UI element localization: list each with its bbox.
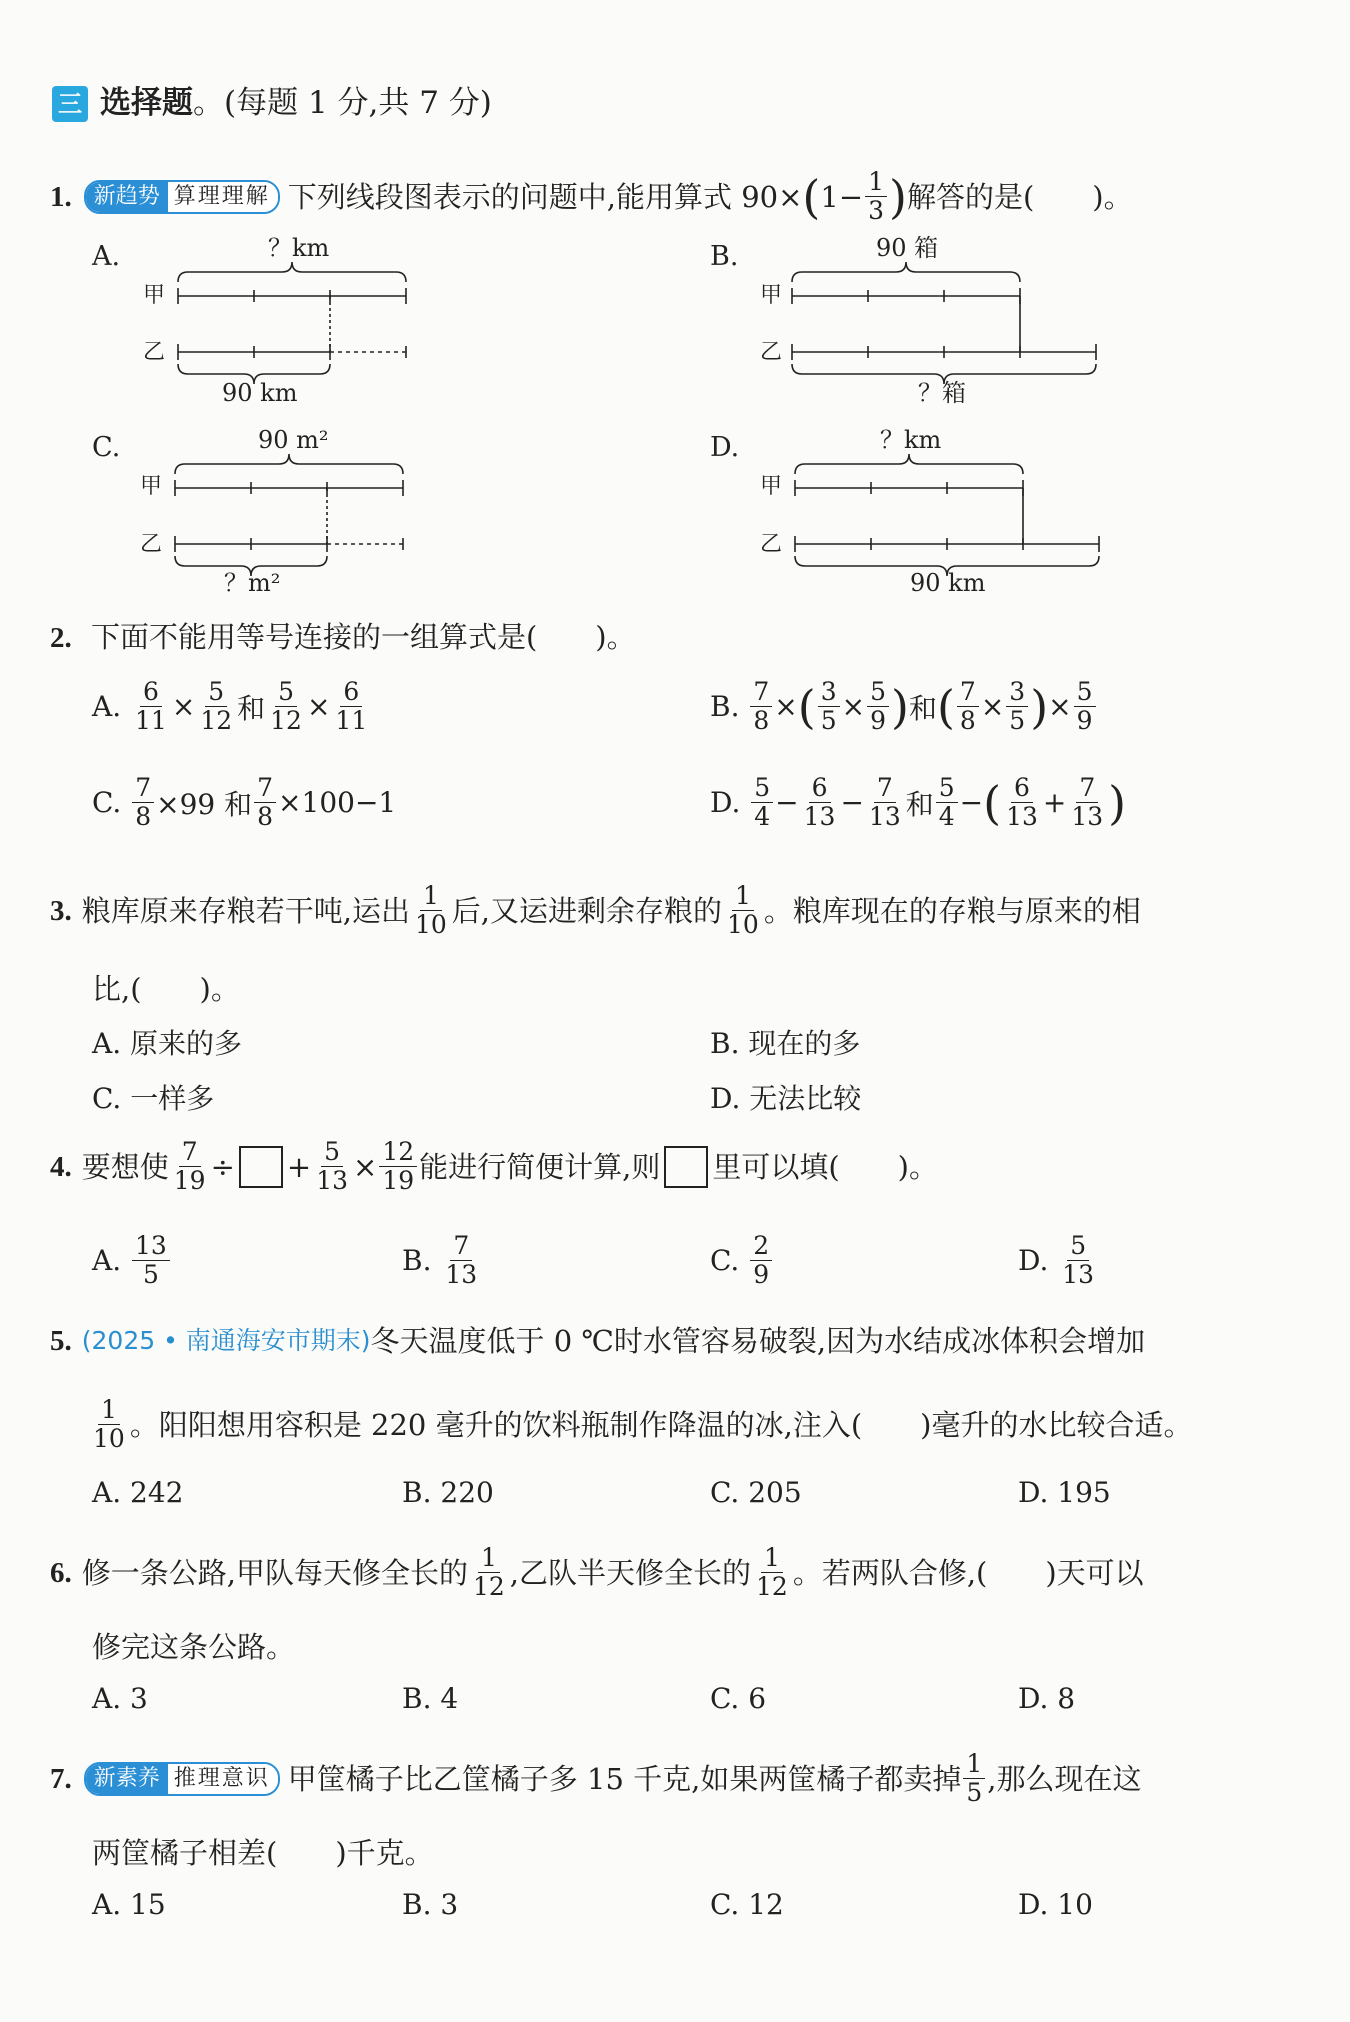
paren-open: ( (802, 169, 821, 224)
fraction: $\frac{12}{19}$ (379, 1138, 417, 1195)
option-label: C. (92, 786, 122, 819)
fraction: $\frac{1}{10}$ (93, 1395, 125, 1453)
badge-sub: 算理理解 (168, 182, 278, 212)
badge-sub: 推理意识 (168, 1764, 278, 1794)
badge-main: 新素养 (86, 1764, 168, 1794)
fraction: $\frac{5}{4}$ (751, 774, 773, 831)
option-c: C. 205 (710, 1476, 802, 1509)
option-b: B. $\frac{7}{13}$ (402, 1231, 478, 1289)
option-label: B. (710, 690, 740, 723)
source-tag: (2025 • 南通海安市期末) (81, 1326, 371, 1355)
question-6 (50, 1544, 1144, 1601)
blank-box (664, 1146, 708, 1188)
option-label: A. (92, 690, 122, 723)
numerator: 1 (865, 168, 887, 197)
option-label: D. (710, 786, 741, 819)
question-text-end: 。粮库现在的存粮与原来的相 (763, 893, 1141, 928)
question-text-mid: 后,又运进剩余存粮的 (451, 893, 723, 928)
fraction: $\frac{3}{5}$ (818, 678, 840, 735)
option-a: A. 原来的多 (92, 1027, 243, 1060)
option-d: D. 10 (1018, 1888, 1093, 1921)
question-7-line2: 两筐橘子相差( )千克。 (92, 1836, 434, 1870)
diagram-a-top: ？km (268, 234, 330, 262)
question-text: 修一条公路,甲队每天修全长的 (81, 1555, 468, 1590)
diagram-b-row2: 乙 (760, 340, 783, 365)
blank-box (239, 1146, 283, 1188)
diagram-a-label: A. (92, 241, 121, 272)
question-4: 4. 要想使 $\frac{7}{19}$ ÷ + $\frac{5}{13}$ × $\frac{12}{19}$ 能进行简便计算,则 里可以填( )。 (50, 1137, 938, 1195)
fraction (865, 168, 887, 225)
option-d: D. 无法比较 (710, 1082, 862, 1115)
fraction: $\frac{1}{12}$ (472, 1543, 505, 1601)
option-b: B. 4 (402, 1682, 459, 1715)
diagram-c-top: 90 m² (258, 426, 329, 454)
section-note: 。(每题 1 分,共 7 分) (193, 85, 492, 121)
diagram-d-lines (795, 454, 1099, 576)
option-a: A. $\frac{6}{11}$ × $\frac{5}{12}$ 和 $\frac{5}{12}$ × $\frac{6}{11}$ (92, 678, 372, 735)
question-text-mid: ,乙队半天修全长的 (509, 1555, 752, 1590)
option-b: B. 220 (402, 1476, 494, 1509)
diagram-d-top: ？km (880, 426, 942, 454)
question-6-line2: 修完这条公路。 (92, 1630, 296, 1664)
fraction: $\frac{1}{5}$ (963, 1750, 985, 1807)
question-number: 5. (50, 1325, 72, 1357)
diagram-a-row2: 乙 (143, 340, 166, 365)
option-c: C. 12 (710, 1888, 784, 1921)
denominator: 3 (868, 196, 885, 225)
question-number: 6. (50, 1556, 72, 1589)
diagram-c-row2: 乙 (140, 532, 163, 557)
question-text-end: 里可以填( )。 (712, 1149, 938, 1184)
fraction: $\frac{6}{11}$ (135, 677, 167, 735)
question-text-end: ,那么现在这 (987, 1761, 1142, 1796)
question-text: 冬天温度低于 0 ℃时水管容易破裂,因为水结成冰体积会增加 (370, 1324, 1146, 1358)
question-number: 3. (50, 894, 72, 927)
question-5-line2 (88, 1396, 1192, 1453)
fraction: $\frac{7}{8}$ (750, 678, 772, 735)
option-d: D. 8 (1018, 1682, 1076, 1715)
diagram-b-top: 90 箱 (876, 234, 939, 262)
option-c: C. $\frac{7}{8}$ ×99 和 $\frac{7}{8}$ ×100−1 (92, 773, 397, 831)
diagram-a-bottom: 90 km (222, 379, 298, 407)
question-number: 1. (50, 180, 72, 213)
fraction: $\frac{3}{5}$ (1006, 678, 1028, 735)
diagram-d-bottom: 90 km (910, 569, 986, 597)
question-text: 甲筐橘子比乙筐橘子多 15 千克,如果两筐橘子都卖掉 (287, 1761, 962, 1796)
question-7 (50, 1750, 1141, 1807)
fraction: $\frac{7}{8}$ (132, 774, 154, 831)
fraction: $\frac{7}{13}$ (1071, 773, 1104, 831)
diagram-b-lines (792, 262, 1096, 384)
fraction: $\frac{5}{12}$ (270, 677, 302, 735)
diagram-c-bottom: ？m² (224, 569, 281, 597)
question-3 (50, 882, 1141, 939)
option-a: A. 15 (92, 1888, 166, 1921)
tag-badge (84, 180, 280, 214)
option-c: C. 6 (710, 1682, 767, 1715)
question-text: 粮库原来存粮若干吨,运出 (81, 893, 410, 928)
fraction: $\frac{6}{11}$ (335, 677, 368, 735)
question-2 (50, 618, 636, 657)
fraction: $\frac{5}{9}$ (1074, 678, 1096, 735)
question-3-line2: 比,( )。 (92, 972, 240, 1006)
fraction: $\frac{6}{13}$ (1006, 773, 1038, 831)
option-d: D. $\frac{5}{13}$ (1018, 1231, 1095, 1289)
diagram-c-lines (175, 454, 403, 576)
diagram-c-label: C. (92, 432, 121, 463)
option-a: A. 3 (92, 1682, 148, 1715)
fraction: $\frac{7}{8}$ (957, 678, 979, 735)
paren-close: ) (889, 169, 907, 224)
line-segment-diagrams (0, 230, 1350, 600)
diagram-d-row2: 乙 (760, 532, 783, 557)
fraction: $\frac{6}{13}$ (803, 773, 836, 831)
option-c: C. 一样多 (92, 1082, 215, 1115)
question-text-end: 解答的是( )。 (906, 179, 1133, 214)
question-text: 下列线段图表示的问题中,能用算式 90× (287, 179, 803, 214)
option-d: D. 195 (1018, 1476, 1111, 1509)
fraction: $\frac{5}{4}$ (936, 774, 958, 831)
option-a: A. $\frac{13}{5}$ (92, 1232, 172, 1289)
section-header (100, 84, 492, 122)
question-text: 要想使 (81, 1149, 169, 1184)
question-1 (50, 168, 1133, 225)
option-b: B. 现在的多 (710, 1027, 861, 1060)
question-number: 2. (50, 622, 72, 654)
fraction: $\frac{1}{12}$ (756, 1543, 788, 1601)
question-text: 下面不能用等号连接的一组算式是( )。 (90, 620, 636, 654)
diagram-b-label: B. (710, 241, 739, 272)
diagram-d-label: D. (710, 432, 740, 463)
fraction: $\frac{7}{13}$ (868, 773, 901, 831)
diagram-a-lines (178, 262, 406, 384)
option-d: D. $\frac{5}{4}$ − $\frac{6}{13}$ − $\frac{7}{13}$ 和 $\frac{5}{4}$ − ( $\frac{6}{13}$ + $\frac{7}{13}$ ) (710, 773, 1127, 831)
question-5 (50, 1322, 1145, 1360)
question-text-end: 。若两队合修,( )天可以 (792, 1555, 1144, 1590)
diagram-b-bottom: ？箱 (918, 379, 966, 407)
option-b: B. $\frac{7}{8}$ × ( $\frac{3}{5}$ × $\frac{5}{9}$ ) 和 ( $\frac{7}{8}$ × $\frac{3}{5}$ ) × $\frac{5}{9}$ (710, 678, 1098, 735)
option-b: B. 3 (402, 1888, 459, 1921)
fraction: $\frac{1}{10}$ (414, 881, 447, 939)
question-number: 7. (50, 1762, 72, 1795)
question-text-mid: 能进行简便计算,则 (419, 1149, 661, 1184)
section-title: 选择题 (100, 85, 193, 121)
tag-badge (84, 1762, 280, 1796)
section-icon: 三 (52, 86, 88, 122)
fraction: $\frac{7}{8}$ (254, 774, 276, 831)
fraction: $\frac{1}{10}$ (727, 881, 759, 939)
diagram-a-row1: 甲 (143, 283, 166, 308)
badge-main: 新趋势 (86, 182, 168, 212)
question-text-end: 。阳阳想用容积是 220 毫升的饮料瓶制作降温的冰,注入( )毫升的水比较合适。 (129, 1407, 1193, 1442)
option-a: A. 242 (92, 1476, 184, 1509)
fraction: $\frac{5}{12}$ (200, 677, 233, 735)
diagram-c-row1: 甲 (140, 474, 163, 499)
fraction: $\frac{5}{13}$ (316, 1137, 349, 1195)
diagram-b-row1: 甲 (760, 283, 783, 308)
diagram-d-row1: 甲 (760, 474, 783, 499)
question-number: 4. (50, 1150, 72, 1183)
one-minus: 1− (820, 179, 864, 214)
fraction: $\frac{5}{9}$ (867, 678, 889, 735)
fraction: $\frac{7}{19}$ (173, 1137, 206, 1195)
option-c: C. $\frac{2}{9}$ (710, 1232, 774, 1289)
